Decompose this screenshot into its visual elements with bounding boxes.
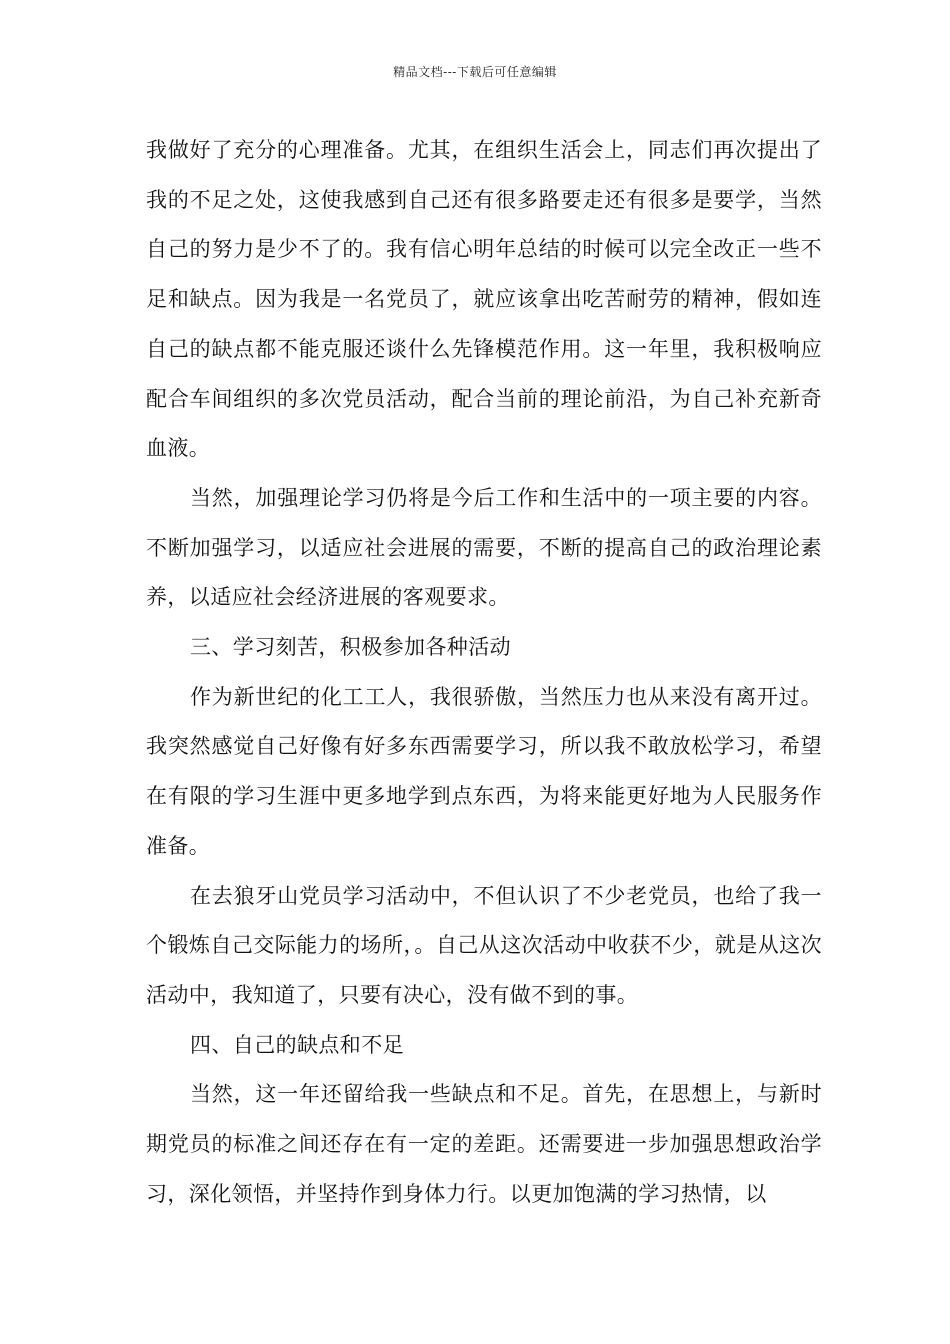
section-heading-3: 三、学习刻苦，积极参加各种活动 xyxy=(190,635,511,660)
paragraph-2: 当然，加强理论学习仍将是今后工作和生活中的一项主要的内容。不断加强学习，以适应社会进展的需要，不断的提高自己的政治理论素养，以适应社会经济进展的客观要求。 xyxy=(146,485,822,610)
document-body xyxy=(146,126,822,1219)
paragraph-1: 我做好了充分的心理准备。尤其，在组织生活会上，同志们再次提出了我的不足之处，这使我感到自己还有很多路要走还有很多是要学，当然自己的努力是少不了的。我有信心明年总结的时候可以完全改正一些不足和缺点。因为我是一名党员了，就应该拿出吃苦耐劳的精神，假如连自己的缺点都不能克服还谈什么先锋模范作用。这一年里，我积极响应配合车间组织的多次党员活动，配合当前的理论前沿，为自己补充新奇血液。 xyxy=(146,138,822,461)
section-heading-4: 四、自己的缺点和不足 xyxy=(190,1032,404,1057)
paragraph-5: 在去狼牙山党员学习活动中，不但认识了不少老党员，也给了我一个锻炼自己交际能力的场所，。自己从这次活动中收获不少，就是从这次活动中，我知道了，只要有决心，没有做不到的事。 xyxy=(146,883,822,1007)
paragraph-7: 当然，这一年还留给我一些缺点和不足。首先，在思想上，与新时期党员的标准之间还存在有一定的差距。还需要进一步加强思想政治学习，深化领悟，并坚持作到身体力行。以更加饱满的学习热情，以 xyxy=(146,1082,822,1206)
page-header: 精品文档---下载后可任意编辑 xyxy=(393,65,557,79)
paragraph-4: 作为新世纪的化工工人，我很骄傲，当然压力也从来没有离开过。我突然感觉自己好像有好多东西需要学习，所以我不敢放松学习，希望在有限的学习生涯中更多地学到点东西，为将来能更好地为人民服务作准备。 xyxy=(146,684,822,858)
